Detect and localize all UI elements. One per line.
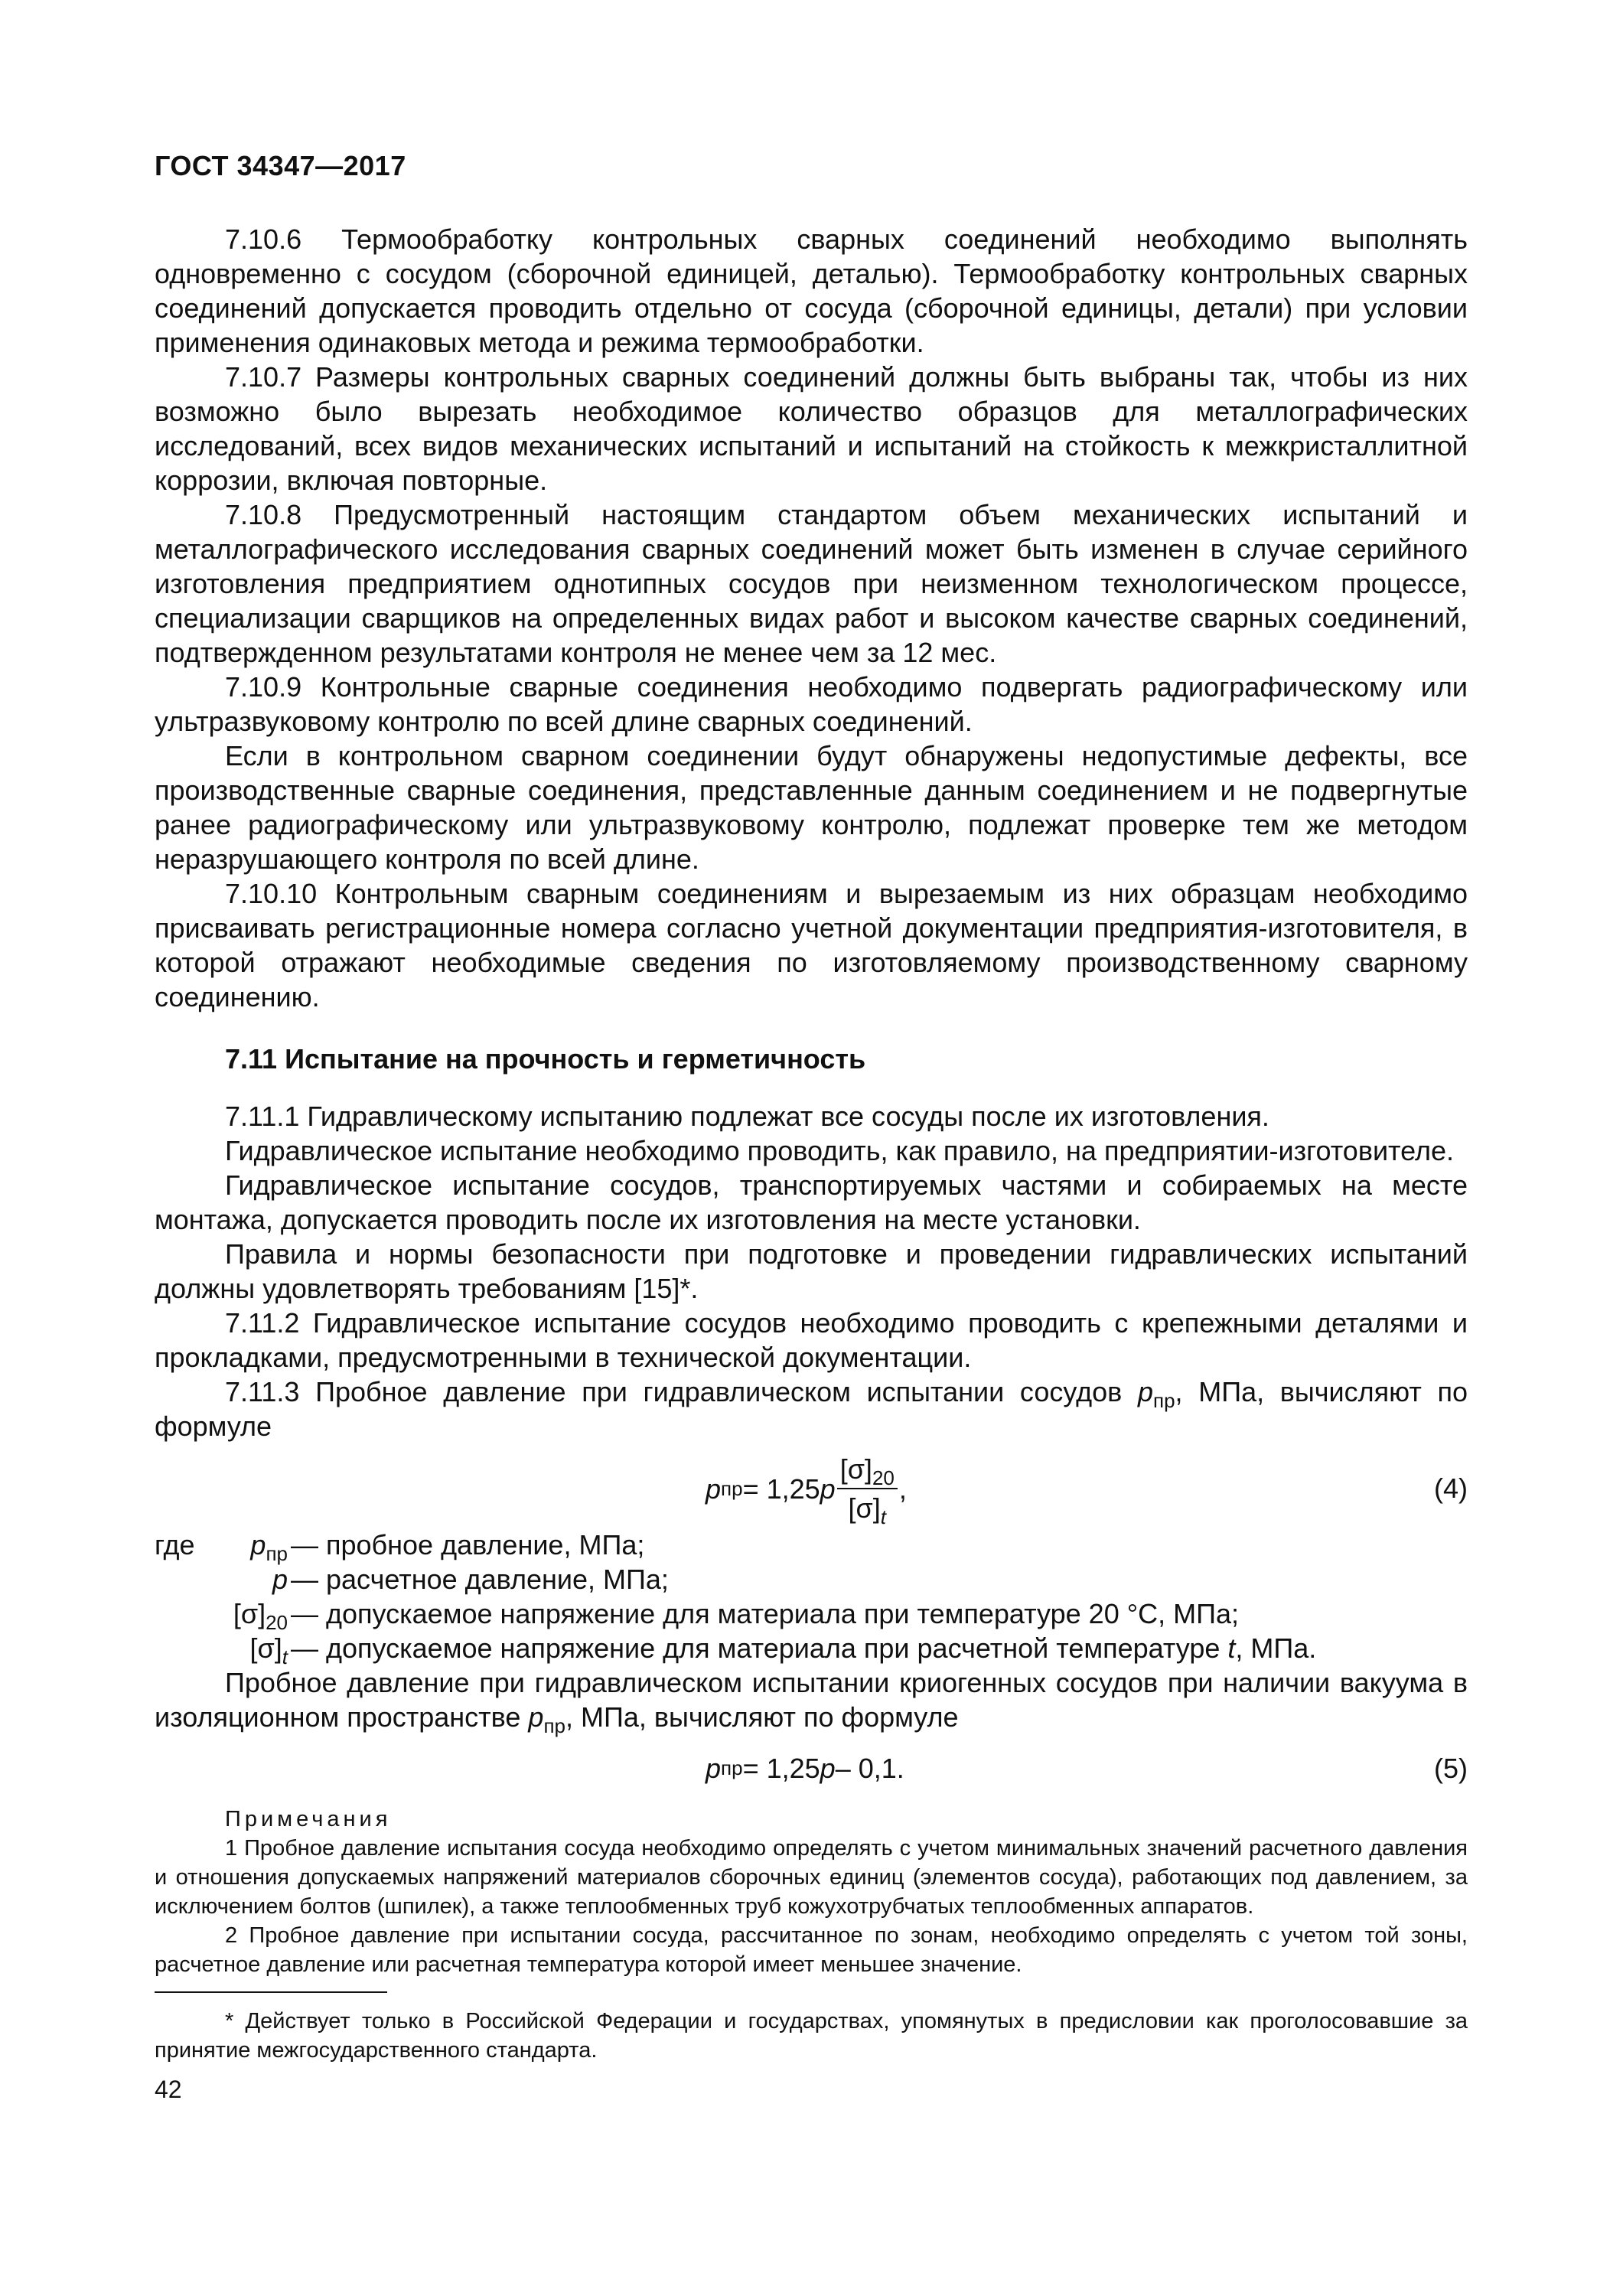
formula-5 [155, 1745, 1468, 1791]
where-word: где [155, 1529, 195, 1561]
formula-4-expression: p пр = 1,25 p $\frac{[\sigma]_{20}}{[\sigma]_t}$ , [706, 1453, 907, 1528]
document-header: ГОСТ 34347—2017 [155, 150, 406, 181]
paragraph-safety-rules: Правила и нормы безопасности при подготовке и проведении гидравлических испытаний должны удовлетворять требованиям [15]*. [155, 1238, 1468, 1304]
paragraph-defects: Если в контрольном сварном соединении будут обнаружены недопустимые дефекты, все производственные сварные соединения, представленные данным соединением и не подвергнутые ранее радиографическому или ультразвуковому контролю, подлежат проверке тем же методом неразрушающего контроля по всей длине. [155, 740, 1468, 875]
fraction-numerator: $[\sigma]_{20}$ [837, 1452, 898, 1489]
paragraph-hydraulic-test: Гидравлическое испытание необходимо проводить, как правило, на предприятии-изготовителе. [225, 1135, 1454, 1166]
section-title-7-11: 7.11 Испытание на прочность и герметичность [225, 1043, 866, 1075]
fraction-denominator: $[\sigma]_t$ [848, 1492, 887, 1528]
body-text [155, 222, 1468, 1979]
symbol-p: p [1137, 1376, 1153, 1407]
footnote: * Действует только в Российской Федерации и государствах, упомянутых в предисловии как проголосовавшие за принятие межгосударственного стандарта. [155, 2009, 1468, 2063]
paragraph-transported-vessels: Гидравлическое испытание сосудов, транспортируемых частями и собираемых на месте монтажа, допускается проводить после их изготовления на месте установки. [155, 1169, 1468, 1235]
paragraph-7-11-3: 7.11.3 Пробное давление при гидравлическом испытании сосудов $p_{пр}$, МПа, вычисляют по формуле [155, 1376, 1468, 1442]
note-1: 1 Пробное давление испытания сосуда необходимо определять с учетом минимальных значений расчетного давления и отношения допускаемых напряжений материалов сборочных единиц (элементов сосуда), работающих под давлением, за исключением болтов (шпилек), а также теплообменных труб кожухотрубчатых теплообменных аппаратов. [155, 1836, 1468, 1919]
paragraph-7-10-10: 7.10.10 Контрольным сварным соединениям и вырезаемым из них образцам необходимо присваивать регистрационные номера согласно учетной документации предприятия-изготовителя, в которой отражают необходимые сведения по изготовляемому производственному сварному соединению. [155, 878, 1468, 1013]
notes-heading: Примечания [225, 1807, 392, 1831]
note-2: 2 Пробное давление при испытании сосуда, рассчитанное по зонам, необходимо определять с учетом той зоны, расчетное давление или расчетная температура которой имеет меньшее значение. [155, 1923, 1468, 1977]
where-row: p — расчетное давление, МПа; [272, 1564, 669, 1595]
paragraph-cryogenic: Пробное давление при гидравлическом испытании криогенных сосудов при наличии вакуума в изоляционном пространстве $p_{пр}$, МПа, вычисляют по формуле [155, 1667, 1468, 1737]
formula-4-fraction [837, 1452, 898, 1528]
footnote-divider [155, 1991, 387, 1993]
formula-4 [155, 1453, 1468, 1528]
paragraph-7-10-7: 7.10.7 Размеры контрольных сварных соединений должны быть выбраны так, чтобы из них возможно было вырезать необходимое количество образцов для металлографических исследований, всех видов механических испытаний и испытаний на стойкость к межкристаллитной коррозии, включая повторные. [155, 361, 1468, 496]
equation-number-4: (4) [1434, 1473, 1468, 1504]
paragraph-7-10-6: 7.10.6 Термообработку контрольных сварных соединений необходимо выполнять одновременно с сосудом (сборочной единицей, деталью). Термообработку контрольных сварных соединений допускается проводить отдельно от сосуда (сборочной единицы, детали) при условии применения одинаковых метода и режима термообработки. [155, 223, 1468, 358]
notes-block [155, 1805, 1468, 1979]
where-row: $[\sigma]_{20}$ — допускаемое напряжение для материала при температуре 20 °С, МПа; [233, 1598, 1240, 1634]
page-number: 42 [155, 2076, 182, 2103]
where-block [155, 1528, 1468, 1668]
paragraph-7-10-8: 7.10.8 Предусмотренный настоящим стандартом объем механических испытаний и металлографического исследования сварных соединений может быть изменен в случае серийного изготовления предприятием однотипных сосудов при неизменном технологическом процессе, специализации сварщиков на определенных видах работ и высоком качестве сварных соединений, подтвержденном результатами контроля не менее чем за 12 мес. [155, 499, 1468, 668]
paragraph-7-11-1: 7.11.1 Гидравлическому испытанию подлежат все сосуды после их изготовления. [225, 1101, 1269, 1132]
equation-number-5: (5) [1434, 1753, 1468, 1784]
formula-5-expression: p пр = 1,25 p – 0,1. [706, 1752, 904, 1784]
paragraph-7-10-9: 7.10.9 Контрольные сварные соединения необходимо подвергать радиографическому или ультразвуковому контролю по всей длине сварных соединений. [155, 671, 1468, 737]
where-row: где $p_{пр}$ — пробное давление, МПа; [155, 1529, 645, 1565]
paragraph-7-11-2: 7.11.2 Гидравлическое испытание сосудов необходимо проводить с крепежными деталями и прокладками, предусмотренными в технической документации. [155, 1307, 1468, 1373]
where-row: $[\sigma]_t$ — допускаемое напряжение для материала при расчетной температуре t, МПа. [249, 1632, 1317, 1668]
